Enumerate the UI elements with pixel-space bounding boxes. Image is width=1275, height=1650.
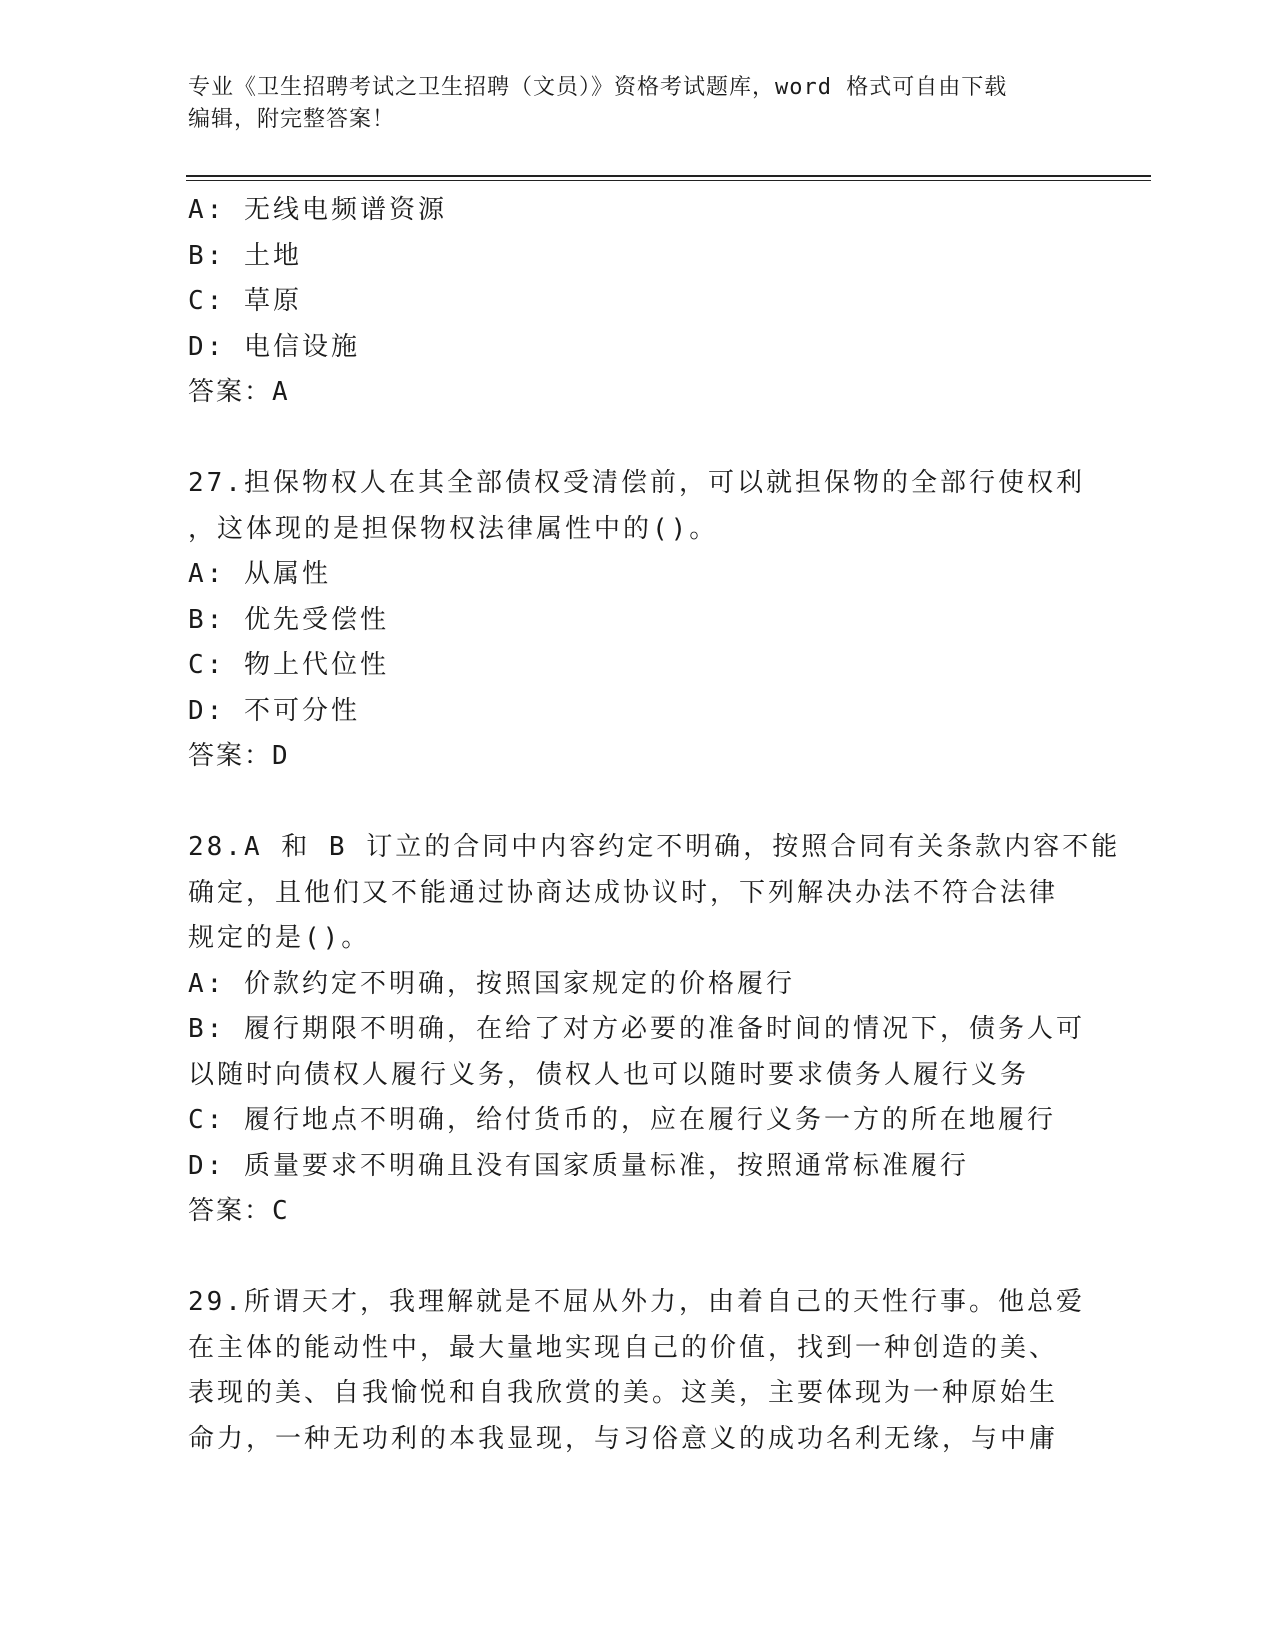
option-b: B: 履行期限不明确，在给了对方必要的准备时间的情况下，债务人可 (188, 1014, 1085, 1044)
option-a: A: 从属性 (188, 559, 331, 589)
question-26 (188, 188, 1088, 416)
header-rule (186, 175, 1151, 177)
question-stem: 28.A 和 B 订立的合同中内容约定不明确，按照合同有关条款内容不能 (188, 832, 1121, 862)
answer: 答案：A (188, 377, 290, 407)
spacer (188, 1235, 1088, 1281)
question-stem: ，这体现的是担保物权法律属性中的()。 (188, 513, 719, 544)
header-rule-thin (186, 180, 1151, 181)
answer: 答案：D (188, 741, 290, 771)
question-stem: 在主体的能动性中，最大量地实现自己的价值，找到一种创造的美、 (188, 1332, 1059, 1363)
question-29 (188, 1280, 1088, 1462)
question-stem: 表现的美、自我愉悦和自我欣赏的美。这美，主要体现为一种原始生 (188, 1378, 1059, 1408)
question-27 (188, 461, 1088, 780)
question-content (188, 188, 1121, 1462)
header-line: 专业《卫生招聘考试之卫生招聘（文员）》资格考试题库，word 格式可自由下载 (188, 75, 1008, 100)
option-b: B: 优先受偿性 (188, 604, 389, 635)
option-b-continued: 以随时向债权人履行义务，债权人也可以随时要求债务人履行义务 (188, 1059, 1030, 1090)
option-b: B: 土地 (188, 240, 302, 271)
option-a: A: 价款约定不明确，按照国家规定的价格履行 (188, 968, 795, 999)
spacer (188, 780, 1088, 826)
question-28 (188, 825, 1121, 1235)
header-line: 编辑，附完整答案！ (188, 107, 396, 132)
option-c: C: 物上代位性 (188, 650, 389, 680)
option-c: C: 草原 (188, 286, 302, 316)
question-stem: 确定，且他们又不能通过协商达成协议时，下列解决办法不符合法律 (188, 877, 1059, 908)
option-a: A: 无线电频谱资源 (188, 195, 447, 225)
question-stem: 27.担保物权人在其全部债权受清偿前，可以就担保物的全部行使权利 (188, 468, 1085, 498)
question-stem: 命力，一种无功利的本我显现，与习俗意义的成功名利无缘，与中庸 (188, 1423, 1059, 1454)
option-d: D: 不可分性 (188, 695, 360, 726)
answer: 答案：C (188, 1196, 290, 1226)
option-d: D: 电信设施 (188, 331, 360, 362)
option-d: D: 质量要求不明确且没有国家质量标准，按照通常标准履行 (188, 1150, 969, 1181)
option-c: C: 履行地点不明确，给付货币的，应在履行义务一方的所在地履行 (188, 1105, 1056, 1135)
document-header (188, 72, 1088, 136)
question-stem: 29.所谓天才，我理解就是不屈从外力，由着自己的天性行事。他总爱 (188, 1287, 1085, 1317)
spacer (188, 416, 1088, 462)
question-stem: 规定的是()。 (188, 923, 371, 953)
